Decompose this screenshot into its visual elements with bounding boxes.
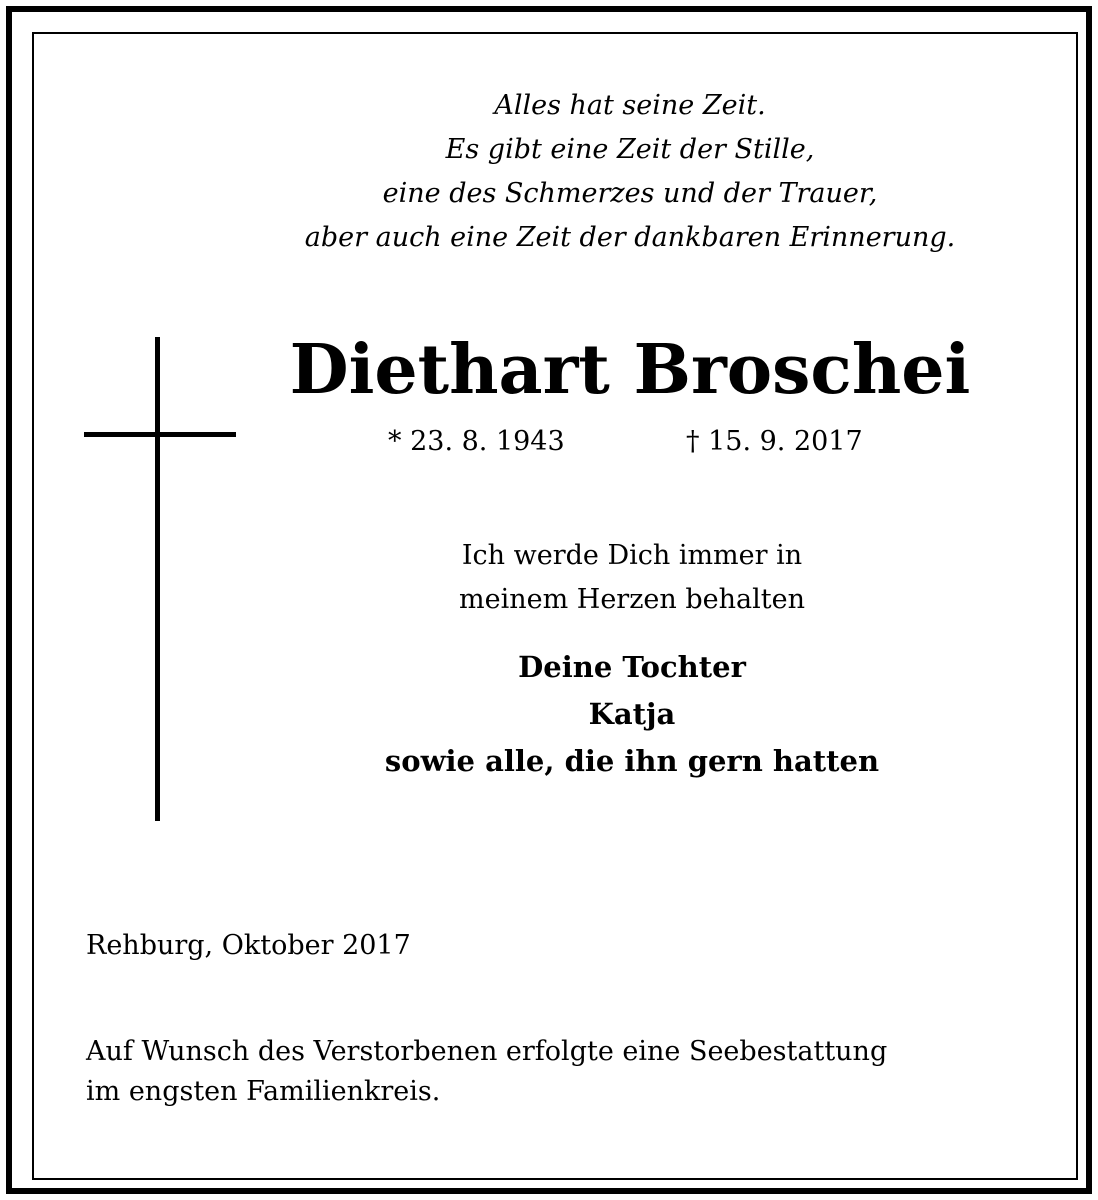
death-date: † 15. 9. 2017 bbox=[686, 426, 863, 457]
mourner-line: sowie alle, die ihn gern hatten bbox=[384, 744, 880, 778]
place-and-date: Rehburg, Oktober 2017 bbox=[86, 930, 411, 961]
poem-line: eine des Schmerzes und der Trauer, bbox=[382, 178, 878, 209]
poem-verse bbox=[200, 84, 1060, 260]
deceased-name: Diethart Broschei bbox=[289, 330, 971, 410]
farewell-line: Ich werde Dich immer in bbox=[461, 540, 803, 571]
cross-vertical-bar bbox=[155, 337, 160, 821]
notice-line: Auf Wunsch des Verstorbenen erfolgte eine Seebestattung bbox=[86, 1036, 888, 1067]
poem-line: Alles hat seine Zeit. bbox=[494, 90, 766, 121]
notice-line: im engsten Familienkreis. bbox=[86, 1076, 441, 1107]
mourners-signature bbox=[332, 644, 932, 785]
poem-line: Es gibt eine Zeit der Stille, bbox=[445, 134, 815, 165]
mourner-line: Deine Tochter bbox=[518, 650, 746, 684]
cross-horizontal-bar bbox=[84, 432, 236, 437]
mourner-line: Katja bbox=[588, 697, 676, 731]
birth-date: * 23. 8. 1943 bbox=[388, 426, 565, 457]
poem-line: aber auch eine Zeit der dankbaren Erinnerung. bbox=[304, 222, 956, 253]
burial-notice bbox=[86, 1032, 1046, 1112]
farewell-line: meinem Herzen behalten bbox=[459, 584, 805, 615]
farewell-message bbox=[332, 534, 932, 622]
